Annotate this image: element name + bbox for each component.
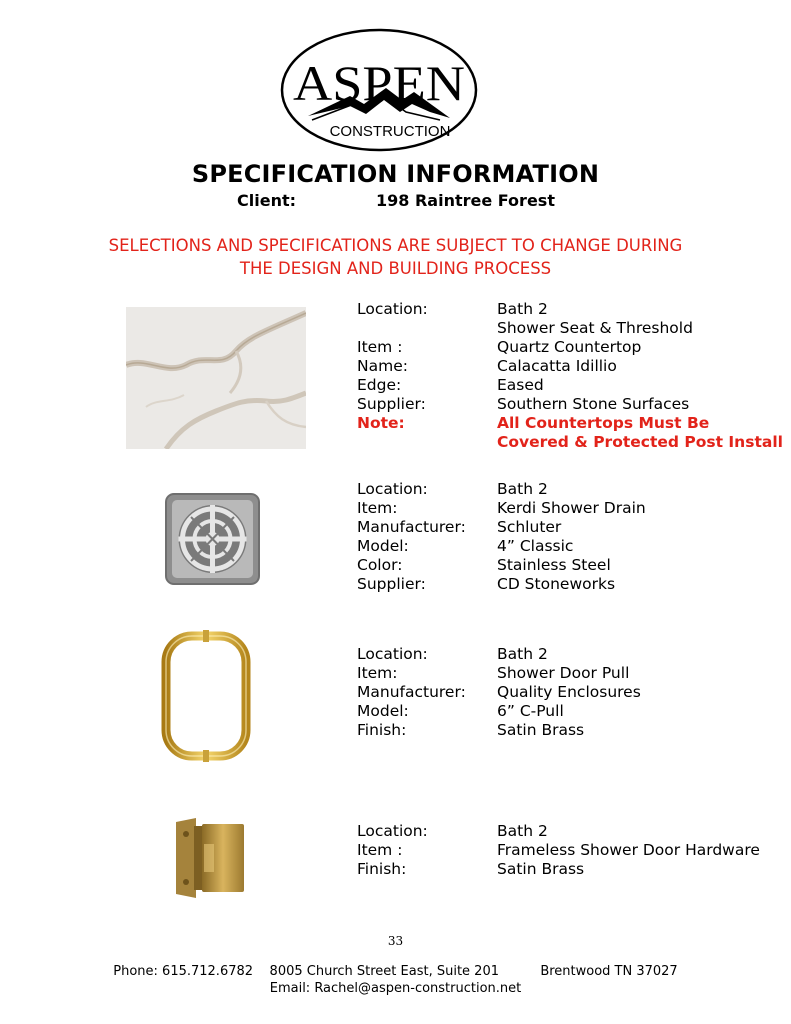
aspen-construction-logo	[280, 28, 478, 152]
spec-label: Edge:	[357, 376, 402, 394]
spec-value: Bath 2	[497, 300, 548, 318]
spec-label: Finish:	[357, 721, 407, 739]
shower-door-pull-image	[160, 630, 252, 762]
spec-label: Manufacturer:	[357, 683, 466, 701]
disclaimer-line-1: SELECTIONS AND SPECIFICATIONS ARE SUBJECT TO CHANGE DURING	[108, 236, 683, 255]
spec-value: Shower Door Pull	[497, 664, 630, 682]
spec-value: Quartz Countertop	[497, 338, 642, 356]
spec-value: Quality Enclosures	[497, 683, 641, 701]
spec-label: Supplier:	[357, 575, 426, 593]
spec-label: Location:	[357, 480, 428, 498]
client-label: Client:	[237, 191, 296, 210]
spec-value: Frameless Shower Door Hardware	[497, 841, 760, 859]
shower-door-hinge-image	[174, 814, 246, 902]
spec-value: Kerdi Shower Drain	[497, 499, 646, 517]
spec-value: Stainless Steel	[497, 556, 611, 574]
spec-label: Manufacturer:	[357, 518, 466, 536]
spec-label: Model:	[357, 702, 409, 720]
shower-drain-image	[164, 492, 261, 586]
spec-label: Item :	[357, 841, 403, 859]
spec-value: Bath 2	[497, 480, 548, 498]
spec-value: All Countertops Must Be	[497, 414, 710, 432]
spec-value: Shower Seat & Threshold	[497, 319, 693, 337]
spec-label: Item:	[357, 499, 398, 517]
spec-value: Bath 2	[497, 645, 548, 663]
client-value: 198 Raintree Forest	[376, 191, 555, 210]
spec-label: Item:	[357, 664, 398, 682]
page-title: SPECIFICATION INFORMATION	[191, 160, 600, 188]
spec-value: CD Stoneworks	[497, 575, 616, 593]
spec-label: Note:	[357, 414, 405, 432]
spec-label: Location:	[357, 300, 428, 318]
page-number: 33	[387, 934, 404, 948]
spec-label: Name:	[357, 357, 408, 375]
spec-value: Calacatta Idillio	[497, 357, 617, 375]
spec-value: Bath 2	[497, 822, 548, 840]
spec-value: Satin Brass	[497, 721, 585, 739]
footer-email: Email: Rachel@aspen-construction.net	[269, 981, 522, 996]
footer-contact: Phone: 615.712.6782 8005 Church Street East, Suite 201 Brentwood TN 37027	[113, 964, 678, 979]
spec-value: Southern Stone Surfaces	[497, 395, 690, 413]
spec-label: Color:	[357, 556, 403, 574]
spec-label: Location:	[357, 822, 428, 840]
spec-label: Item :	[357, 338, 403, 356]
spec-label: Supplier:	[357, 395, 426, 413]
spec-value: 4” Classic	[497, 537, 574, 555]
spec-label: Finish:	[357, 860, 407, 878]
spec-value: 6” C-Pull	[497, 702, 564, 720]
spec-label: Model:	[357, 537, 409, 555]
disclaimer-line-2: THE DESIGN AND BUILDING PROCESS	[239, 259, 552, 278]
quartz-countertop-image	[126, 307, 306, 449]
disclaimer	[0, 234, 791, 280]
spec-value: Satin Brass	[497, 860, 585, 878]
logo-subtitle: CONSTRUCTION	[329, 123, 451, 140]
spec-value: Schluter	[497, 518, 562, 536]
spec-value: Eased	[497, 376, 544, 394]
spec-value: Covered & Protected Post Install	[497, 433, 783, 451]
spec-label: Location:	[357, 645, 428, 663]
logo-brand: ASPEN	[293, 55, 465, 111]
